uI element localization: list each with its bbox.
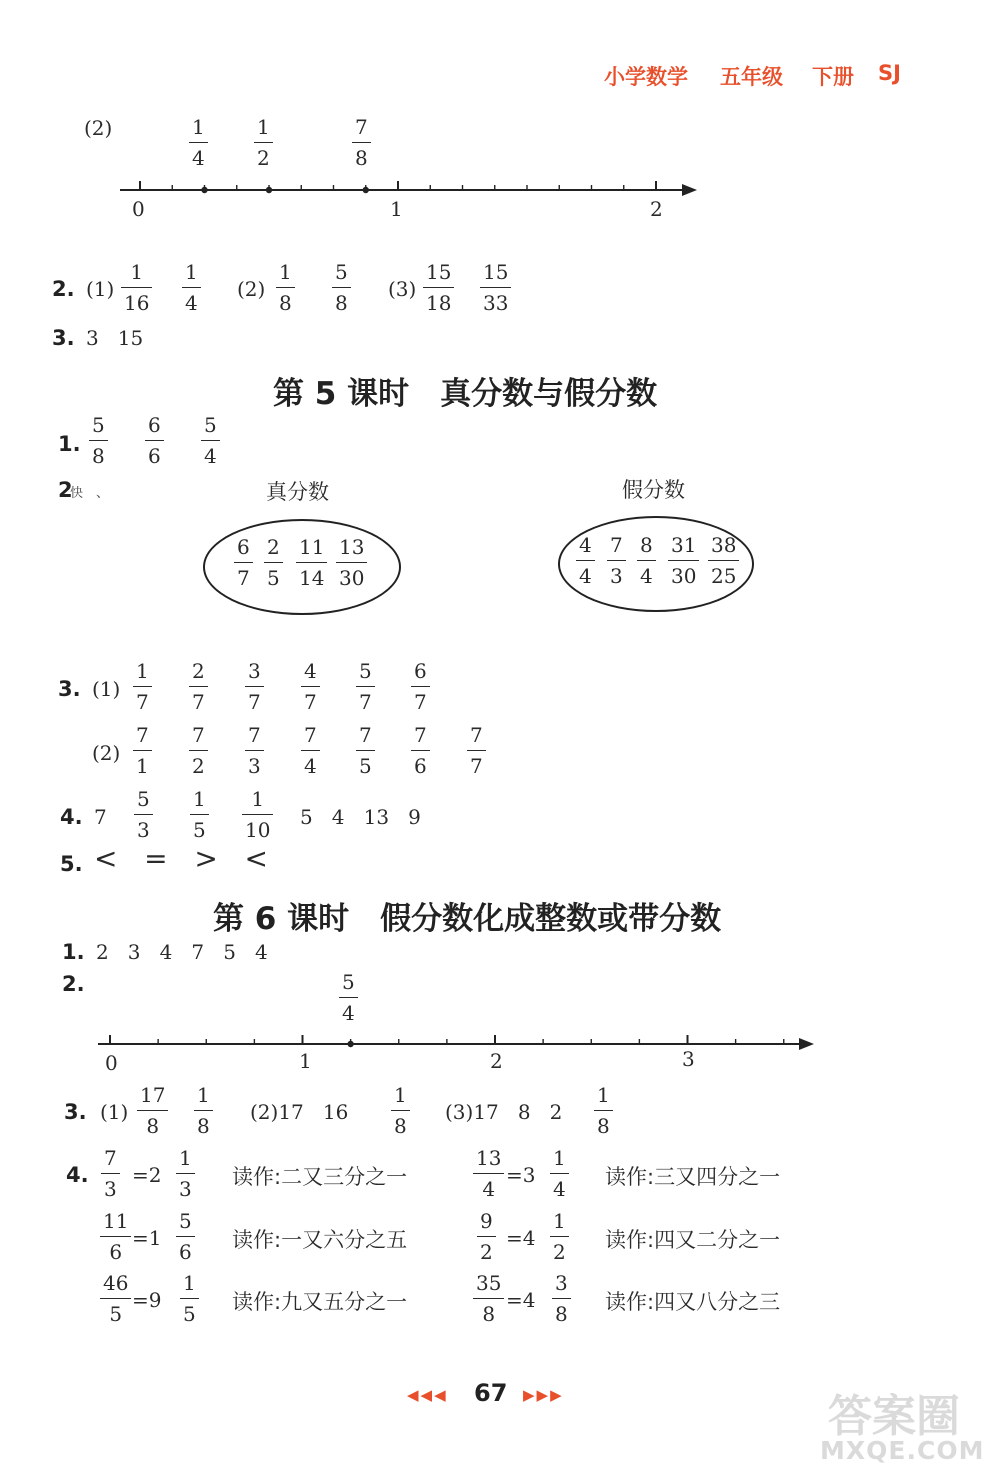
l5-q4-rest: 5 4 13 9 (300, 805, 421, 829)
l6-q4-reading: 读作:四又八分之三 (605, 1290, 781, 1314)
numline1-tick-0: 0 (132, 197, 145, 221)
numline1-frac-2: 1 2 (254, 117, 273, 168)
l5-q1-frac: 6 6 (145, 415, 164, 466)
l6-q4-mixed-frac: 1 3 (176, 1148, 195, 1199)
number-line-1-point (363, 187, 369, 193)
l6-q3-frac: 1 8 (391, 1085, 410, 1136)
q2-part3-label: (3) (388, 277, 417, 301)
l5-q5-symbols: < = > < (94, 842, 268, 875)
l5-q3-p2-frac: 7 1 (133, 725, 152, 776)
l6-q4-reading: 读作:一又六分之五 (232, 1228, 408, 1252)
l6-q4-whole: =1 (132, 1226, 162, 1250)
l5-q3-p1-frac: 5 7 (356, 661, 375, 712)
improper-frac: 8 4 (637, 535, 656, 586)
l6-q1-answer: 2 3 4 7 5 4 (96, 940, 268, 964)
l6-q4-whole: =9 (132, 1288, 162, 1312)
q2-frac: 15 33 (480, 262, 511, 313)
l6-q3-number: 3. (64, 1100, 87, 1124)
l5-q3-p1-frac: 1 7 (133, 661, 152, 712)
l6-q3-part3: (3)17 8 2 (445, 1100, 563, 1124)
numline1-frac-3: 7 8 (352, 117, 371, 168)
header-subject: 小学数学 (604, 65, 688, 89)
l5-q4-frac: 1 5 (190, 789, 209, 840)
numline1-tick-1: 1 (390, 197, 403, 221)
l6-q4-mixed-frac: 1 4 (550, 1148, 569, 1199)
proper-frac: 11 14 (296, 537, 327, 588)
l6-q4-reading: 读作:四又二分之一 (605, 1228, 781, 1252)
l5-q3-p1-frac: 3 7 (245, 661, 264, 712)
numline2-tick-0: 0 (105, 1051, 118, 1075)
q2-frac: 5 8 (332, 262, 351, 313)
proper-fractions-label: 真分数 (266, 480, 329, 504)
l6-q4-improper: 13 4 (473, 1148, 504, 1199)
l6-q4-reading: 读作:三又四分之一 (605, 1165, 781, 1189)
numline1-frac-1: 1 4 (189, 117, 208, 168)
l5-q1-frac: 5 8 (89, 415, 108, 466)
q2-frac: 1 4 (182, 262, 201, 313)
l6-q4-whole: =2 (132, 1163, 162, 1187)
l5-q2-number: 2 (58, 478, 73, 502)
l5-q3-p2-frac: 7 6 (411, 725, 430, 776)
l5-q3-p1-frac: 2 7 (189, 661, 208, 712)
l5-q2-artifact: 快 、 (70, 486, 110, 501)
q2-number: 2. (52, 277, 75, 301)
l6-q4-whole: =4 (506, 1288, 536, 1312)
q3-answer: 3 15 (86, 326, 144, 350)
lesson6-title: 第 6 课时 假分数化成整数或带分数 (213, 901, 722, 937)
l5-q4-frac: 1 10 (242, 789, 273, 840)
l6-q4-reading: 读作:九又五分之一 (232, 1290, 408, 1314)
l6-q4-whole: =3 (506, 1163, 536, 1187)
header-grade: 五年级 (720, 65, 783, 89)
l6-q3-frac: 1 8 (594, 1085, 613, 1136)
header-edition: SJ (878, 61, 901, 85)
l6-q4-improper: 35 8 (473, 1273, 504, 1324)
improper-frac: 7 3 (607, 535, 626, 586)
l6-q4-mixed-frac: 1 2 (550, 1211, 569, 1262)
numline1-tick-2: 2 (650, 197, 663, 221)
number-line-2-point (347, 1041, 353, 1047)
proper-frac: 2 5 (264, 537, 283, 588)
l6-q3-frac: 17 8 (137, 1085, 168, 1136)
l6-q4-mixed-frac: 1 5 (180, 1273, 199, 1324)
improper-fractions-label: 假分数 (622, 478, 685, 502)
l5-q3-part1-label: (1) (92, 677, 121, 701)
improper-frac: 38 25 (708, 535, 739, 586)
l5-q3-part2-label: (2) (92, 741, 121, 765)
l6-q3-frac: 1 8 (194, 1085, 213, 1136)
l6-q1-number: 1. (62, 940, 85, 964)
proper-frac: 6 7 (234, 537, 253, 588)
numline1-label: (2) (84, 116, 113, 140)
l6-q2-frac: 5 4 (339, 972, 358, 1023)
l6-q3-part1-label: (1) (100, 1100, 129, 1124)
header-volume: 下册 (812, 65, 854, 89)
l6-q3-part2: (2)17 16 (250, 1100, 349, 1124)
prev-arrows-icon: ◀◀◀ (407, 1386, 448, 1404)
q3-number: 3. (52, 326, 75, 350)
watermark-url: MXQE.COM (820, 1436, 985, 1465)
l5-q3-p2-frac: 7 2 (189, 725, 208, 776)
l5-q3-p1-frac: 4 7 (301, 661, 320, 712)
l5-q3-p2-frac: 7 7 (467, 725, 486, 776)
number-line-1-point (266, 187, 272, 193)
l5-q4-number: 4. (60, 805, 83, 829)
l5-q1-frac: 5 4 (201, 415, 220, 466)
l5-q3-p1-frac: 6 7 (411, 661, 430, 712)
number-line-1 (120, 181, 697, 196)
improper-frac: 4 4 (576, 535, 595, 586)
l6-q4-mixed-frac: 5 6 (176, 1211, 195, 1262)
l5-q3-p2-frac: 7 3 (245, 725, 264, 776)
l5-q3-p2-frac: 7 4 (301, 725, 320, 776)
q2-part2-label: (2) (237, 277, 266, 301)
numline2-tick-1: 1 (299, 1049, 312, 1073)
l5-q3-p2-frac: 7 5 (356, 725, 375, 776)
number-line-2 (98, 1035, 814, 1050)
l5-q4-first: 7 (94, 805, 107, 829)
lesson5-title: 第 5 课时 真分数与假分数 (273, 376, 658, 412)
l6-q4-mixed-frac: 3 8 (552, 1273, 571, 1324)
l5-q3-number: 3. (58, 677, 81, 701)
l6-q4-reading: 读作:二又三分之一 (232, 1165, 408, 1189)
numline2-tick-2: 2 (490, 1049, 503, 1073)
q2-frac: 1 8 (276, 262, 295, 313)
watermark-logo: 答案圈 (828, 1391, 960, 1442)
improper-frac: 31 30 (668, 535, 699, 586)
number-line-1-point (201, 187, 207, 193)
l6-q4-number: 4. (66, 1163, 89, 1187)
page-number: 67 (474, 1379, 508, 1407)
q2-frac: 1 16 (121, 262, 152, 313)
l5-q5-number: 5. (60, 852, 83, 876)
q2-frac: 15 18 (423, 262, 454, 313)
l6-q4-improper: 46 5 (100, 1273, 131, 1324)
l6-q4-whole: =4 (506, 1226, 536, 1250)
l6-q2-number: 2. (62, 972, 85, 996)
l6-q4-improper: 11 6 (100, 1211, 131, 1262)
q2-part1-label: (1) (86, 277, 115, 301)
proper-frac: 13 30 (336, 537, 367, 588)
next-arrows-icon: ▶▶▶ (523, 1386, 564, 1404)
l6-q4-improper: 7 3 (101, 1148, 120, 1199)
numline2-tick-3: 3 (682, 1047, 695, 1071)
l5-q1-number: 1. (58, 432, 81, 456)
l6-q4-improper: 9 2 (477, 1211, 496, 1262)
l5-q4-frac: 5 3 (134, 789, 153, 840)
